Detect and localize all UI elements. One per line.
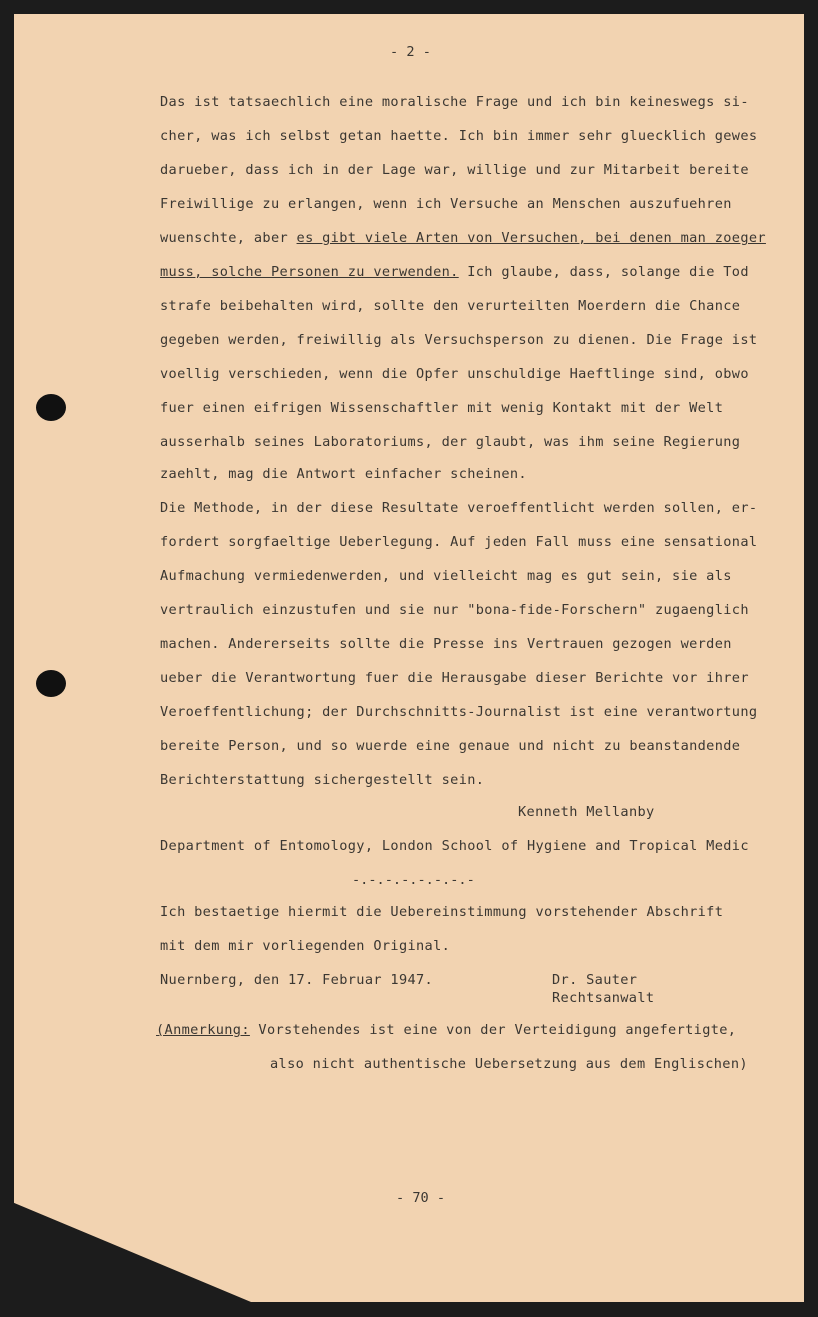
- text-line: Berichterstattung sichergestellt sein.: [160, 772, 485, 788]
- text-line: [160, 230, 766, 246]
- text-line: Freiwillige zu erlangen, wenn ich Versuche an Menschen auszufuehren: [160, 196, 732, 212]
- certification-line: Ich bestaetige hiermit die Uebereinstimmung vorstehender Abschrift: [160, 904, 724, 920]
- text-line: fordert sorgfaeltige Ueberlegung. Auf jeden Fall muss eine sensational: [160, 534, 758, 550]
- place-date: Nuernberg, den 17. Februar 1947.: [160, 972, 434, 988]
- text-line: fuer einen eifrigen Wissenschaftler mit wenig Kontakt mit der Welt: [160, 400, 724, 416]
- text-line: zaehlt, mag die Antwort einfacher scheinen.: [160, 466, 527, 482]
- text-line: machen. Andererseits sollte die Presse ins Vertrauen gezogen werden: [160, 636, 732, 652]
- underlined-text: muss, solche Personen zu verwenden.: [160, 264, 459, 280]
- text-line: Das ist tatsaechlich eine moralische Frage und ich bin keineswegs si-: [160, 94, 749, 110]
- author-name: Kenneth Mellanby: [518, 804, 655, 820]
- text-line: Veroeffentlichung; der Durchschnitts-Journalist ist eine verantwortung: [160, 704, 758, 720]
- text-line: ausserhalb seines Laboratoriums, der glaubt, was ihm seine Regierung: [160, 434, 741, 450]
- signer-title: Rechtsanwalt: [552, 990, 655, 1006]
- punch-hole-lower: [36, 670, 66, 697]
- text-line: gegeben werden, freiwillig als Versuchsperson zu dienen. Die Frage ist: [160, 332, 758, 348]
- text-line: bereite Person, und so wuerde eine genaue und nicht zu beanstandende: [160, 738, 741, 754]
- author-affiliation: Department of Entomology, London School of Hygiene and Tropical Medic: [160, 838, 749, 854]
- text-line: strafe beibehalten wird, sollte den verurteilten Moerdern die Chance: [160, 298, 741, 314]
- signer-name: Dr. Sauter: [552, 972, 638, 988]
- text-segment: Ich glaube, dass, solange die Tod: [458, 264, 749, 280]
- text-line: voellig verschieden, wenn die Opfer unschuldige Haeftlinge sind, obwo: [160, 366, 749, 382]
- text-line: ueber die Verantwortung fuer die Herausgabe dieser Berichte vor ihrer: [160, 670, 749, 686]
- text-segment: wuenschte, aber: [160, 230, 297, 246]
- punch-hole-upper: [36, 394, 66, 421]
- certification-line: mit dem mir vorliegenden Original.: [160, 938, 451, 954]
- page-number-footer: - 70 -: [396, 1190, 446, 1206]
- text-line: [160, 264, 749, 280]
- text-line: cher, was ich selbst getan haette. Ich bin immer sehr gluecklich gewes: [160, 128, 758, 144]
- underlined-text: es gibt viele Arten von Versuchen, bei denen man zoeger: [296, 230, 766, 246]
- text-line: Aufmachung vermiedenwerden, und vielleicht mag es gut sein, sie als: [160, 568, 732, 584]
- text-line: darueber, dass ich in der Lage war, willige und zur Mitarbeit bereite: [160, 162, 749, 178]
- page-number-header: - 2 -: [390, 44, 431, 60]
- text-line: vertraulich einzustufen und sie nur "bona-fide-Forschern" zugaenglich: [160, 602, 749, 618]
- note-line: [156, 1022, 736, 1038]
- note-label: (Anmerkung:: [156, 1022, 250, 1038]
- separator: -.-.-.-.-.-.-.-: [352, 872, 475, 888]
- text-segment: Vorstehendes ist eine von der Verteidigung angefertigte,: [249, 1022, 737, 1038]
- note-line: also nicht authentische Uebersetzung aus dem Englischen): [270, 1056, 748, 1072]
- text-line: Die Methode, in der diese Resultate veroeffentlicht werden sollen, er-: [160, 500, 758, 516]
